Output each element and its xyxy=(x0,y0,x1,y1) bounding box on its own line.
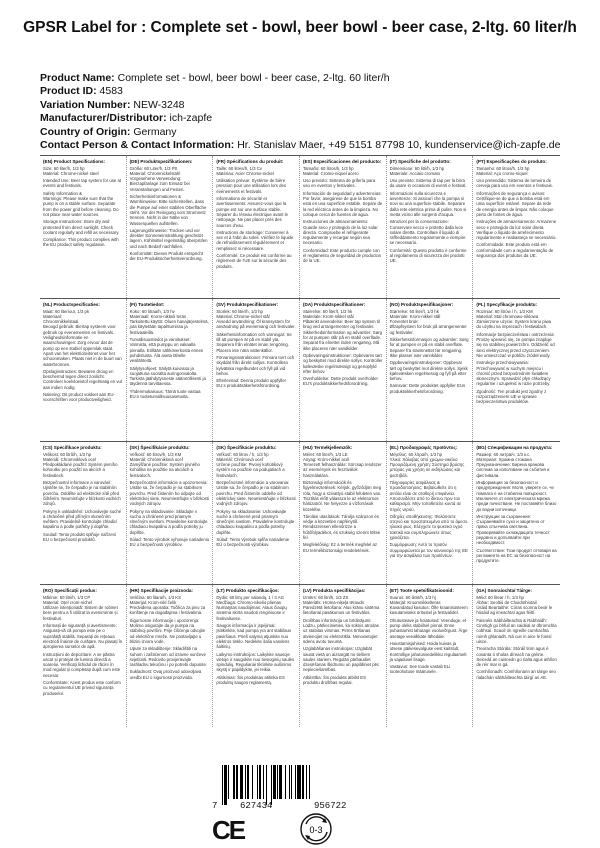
spec-line: Veľkosť: 60 litrov/h, 1/3 KM xyxy=(129,451,182,457)
spec-line: Tárolási utasítások: Tárolja szárazon és védje a közvetlen napfénytől. Rendszeresen ellenőrizze a hűtőfolyadékot, és szükség szerint töltse fel. xyxy=(302,513,381,541)
meta-value: Hr. Stanislav Maer, +49 5151 87798 10, kundenservice@ich-zapfe.de xyxy=(237,139,561,152)
spec-cell xyxy=(213,585,300,727)
spec-line: Storlek: 60 liter/h, 1/3 hp xyxy=(216,308,263,314)
spec-line: Chroomnikkelstaal xyxy=(43,319,79,325)
spec-heading: (ES) Especificaciones del producto: xyxy=(302,159,382,164)
spec-cell xyxy=(40,442,127,584)
spec-line: Pokyny na skladovanie: Uchovávajte suché a chránené pred priamym slnečným svetlom. Pravidelne kontrolujte chladiacu kvapalinu a podľa potreby doplňte. xyxy=(216,508,295,535)
spec-line: Materiál: Chrómniklová oceľ xyxy=(129,456,183,462)
spec-line: Súlad: Tento výrobok vyhovuje nariadeniu EÚ o bezpečnosti výrobkov. xyxy=(129,537,210,548)
meta-value: Germany xyxy=(133,125,177,138)
spec-line: Материал: Хромна стомана xyxy=(476,456,532,462)
spec-line: Uso pretendido: Sistema de torneira de cerveja para uso em eventos e festivais. xyxy=(476,178,553,189)
spec-line: Sigurnosne informacije i upozorenja: Molimo osigurajte da je pumpa na stabilnoj površini. Prije čišćenja odvojite od električne mreže. Ne postavljajte u blizini izvora vode. xyxy=(129,617,206,644)
meta-row xyxy=(40,85,580,98)
spec-line: Materjal: Kroomnikkelteras xyxy=(389,599,441,605)
spec-line: Matériau: Acier Chrome-nickel xyxy=(216,170,274,176)
spec-line: Størrelse: 60 liter/t, 1/3 hk xyxy=(302,308,353,314)
spec-line: Size: 60 liter/h, 1/3 hp xyxy=(43,165,85,171)
spec-line: Laikymo instrukcijos: Laikykite sausoje vietoje ir saugokite nuo tiesioginių saulės spindulių. Reguliariai tikrinkite aušinimo skystį ir papildykite, jei reikia. xyxy=(216,651,295,673)
spec-line: Säilytysohjeet: Säilytä kuivassa ja suojattuna suoralta auringonvalolta. Tarkista jäähdytysneste säännöllisesti ja täydennä tarvittaessa. xyxy=(129,365,206,387)
spec-line: Πληροφορίες ασφάλειας & προειδοποιήσεις: Βεβαιωθείτε ότι η αντλία είναι σε σταθερή επιφάνεια. Αποσυνδέστε από το δίκτυο πριν τον καθαρισμό. Μην τοποθετείτε κοντά σε πηγές νερού. xyxy=(389,480,462,512)
meta-key: Contact Person & Contact Information: xyxy=(40,139,235,152)
spec-line: Materiaali: Kromi-nikkeli teräs xyxy=(129,313,187,319)
spec-line: Instrucțiuni de depozitare: A se păstra uscat și protejat de lumina directă a soarelui. Verificați lichidul de răcire în mod regulat și completați după cum este necesar. xyxy=(43,651,121,678)
spec-line: Uzglabāšanas instrukcijas: Uzglabāt sausā vietā un aizsargāt no tiešiem saules stariem. Regulāri pārbaudiet dzesēšanas šķidrumu un papildiniet pēc nepieciešamības. xyxy=(302,646,380,673)
spec-line: Conformidad: Este producto cumple con el reglamento de seguridad de productos de la UE. xyxy=(302,247,382,264)
spec-line: Размер: 60 литра/ч, 1/3 к.с. xyxy=(476,451,531,457)
spec-line: Materijal: Krom-nikl čelik xyxy=(129,599,177,605)
spec-line: Størrelse: 60 liter/t, 1/3 hk xyxy=(389,308,439,314)
spec-line: Информация за безопасност и предупреждения: Моля, уверете се, че помпата е на стабилна повърхност. Изключете от електрическата мрежа преди почистване. Не поставяйте близо до водни източници. xyxy=(476,480,557,512)
spec-cell xyxy=(40,299,127,441)
spec-line: Materiaal: xyxy=(43,313,62,319)
spec-line: Samsvar: Dette produktet oppfyller EUs produktsikkerhetsforordning. xyxy=(389,383,466,394)
spec-line: Hoiustamisjuhised: Hoida kuivas ja otsese päikesevalguse eest kaitstult. Kontrollige jahutusvedelikku regulaarselt ja vajadusel lisage. xyxy=(389,640,467,662)
spec-line: Informații de siguranță și avertismente: Asigurați-vă că pompa este pe o suprafață stabilă. Separați de rețeaua electrică înainte de curățare. Nu plasați în apropierea surselor de apă. xyxy=(43,623,123,650)
spec-line: Compliance: This product complies with the EU product safety regulation. xyxy=(43,237,119,248)
spec-heading: (NL) Productspecificaties: xyxy=(43,302,100,307)
spec-line: Bezpečnostní informace a varování: Ujistěte se, že čerpadlo je na stabilním povrchu. Oddělte od elektrické sítě před čištěním. Neumisťujte v blízkosti vodních zdrojů. xyxy=(43,480,121,507)
spec-line: Bierzapfanlage zum Einsatz bei Veranstaltungen und Festen. xyxy=(129,181,190,192)
spec-cell xyxy=(300,442,387,584)
spec-line: Paredzētā lietošana: Alus krānu sistēma lietošanai pasākumos un festivālos. xyxy=(302,605,380,616)
spec-line: Ábhar: Seoltiú de Chuidmhiotail xyxy=(476,599,537,605)
spec-line: Dimensione: 60 litri/h, 1/3 hp xyxy=(389,165,445,171)
spec-line: Anyag: Króm-nikkel acél xyxy=(302,456,350,462)
meta-row xyxy=(40,99,580,112)
spec-line: Forventet bruk: xyxy=(389,319,419,325)
spec-line: Uso previsto: Sistema di tap per la birra da usare in occasioni di eventi e festival. xyxy=(389,178,467,189)
spec-line: Materiale: Acciaio cromato xyxy=(389,170,441,176)
spec-line: Zgodność: Ten produkt jest zgodny z rozporządzeniem UE w sprawie bezpieczeństwa produktów. xyxy=(476,388,547,405)
spec-line: Taille: 60 litres/h, 1/3 Cv xyxy=(216,165,262,171)
spec-line: Instruções de armazenamento: Armazene seco e protegido da luz solar direta. Verifique o líquido de arrefecimento regularmente e reabasteça se necessário. xyxy=(476,219,557,241)
spec-line: Förvaringsinstruktioner: Förvara torrt och skyddat från direkt solljus. Kontrollera kylvätska regelbundet och fyll på vid behov. xyxy=(216,354,295,376)
spec-line: Προοριζόμενη χρήση: Σύστημα βρύσης μπύρας για χρήση σε εκδηλώσεις και φεστιβάλ. xyxy=(389,462,465,478)
spec-line: Bezpečnostné informácie a upozornenia: Uistite sa, že čerpadlo je na stabilnom povrchu. Pred čistením ho odpojte od elektrickej siete. Neumiestňujte v blízkosti vodných zdrojov. xyxy=(129,480,209,507)
meta-key: Manufacturer/Distributor: xyxy=(40,112,167,125)
spec-line: Instructions de stockage: Conserver à sec et à l'abri du soleil. Vérifiez le liquide de refroidissement régulièrement et remplissez si nécessaire. xyxy=(216,229,294,251)
spec-heading: (EL) Προδιαγραφές προϊόντος: xyxy=(389,445,458,450)
spec-line: Συμμόρφωση: Αυτό το προϊόν συμμορφώνεται με τον κανονισμό της ΕΕ για την ασφάλεια των προϊόντων. xyxy=(389,542,468,558)
recycle-label: 0-3 xyxy=(309,825,323,835)
spec-line: Materiāls: Hroma-niķeļa tērauds xyxy=(302,599,364,605)
spec-heading: (PT) Especificações do produto: xyxy=(476,159,547,164)
spec-line: Material: Aço cromo-níquel xyxy=(476,170,528,176)
spec-line: Biztonsági információk és figyelmeztetések: Kérjük, győződjön meg róla, hogy a szivattyú stabil felületen van. Tisztítás előtt válassza le az elektromos hálózatról. Ne helyezze a vízforrások közelébe. xyxy=(302,480,382,512)
spec-line: Beoogd gebruik: Biertap systeem voor gebruik op evenementen en festivals. xyxy=(43,324,116,335)
spec-line: Istruzioni per la conservazione: Conservare secco e protetto dalla luce solare diretta. Controllare il liquido di raffreddamento regolarmente e riempire se necessario. xyxy=(389,219,466,246)
spec-line: Informações de segurança e avisos: Certifique-se de que a bomba está em uma superfície estável. Separe da rede de energia antes de limpar. Não coloque perto de fontes de água. xyxy=(476,190,554,217)
specifications-grid xyxy=(40,155,560,727)
spec-line: Zamierzone użycie: System kranu piwa do użytku na imprezach i festiwalach. xyxy=(476,319,552,330)
spec-line: Koko: 60 litraa/h, 1/3 hv xyxy=(129,308,175,314)
spec-cell xyxy=(40,156,127,298)
spec-line: Υλικό: Χάλυβας από χρώμιο-νικέλιο xyxy=(389,456,458,462)
spec-line: Rozmiar: 60 litrów / h, 1/3 KM xyxy=(476,308,533,314)
spec-line: Comhlíonadh: Comhlíonann an táirge seo rialachán sábháilteachta táirgí an AE. xyxy=(476,669,556,680)
spec-line: Saugos informacija ir įspėjimai: Įsitikinkite, kad pompa yra ant stabilaus paviršiaus. Prieš valymą atjunkite nuo elektros tinklo. Nedėkite šalia vandens šaltinių. xyxy=(216,623,292,650)
meta-value: Complete set - bowl, beer bowl - beer case, 2-ltg. 60 liter/h xyxy=(117,72,390,84)
spec-line: Naleving: Dit product voldoet aan EU-voorschriften voor productveiligheid. xyxy=(43,392,115,403)
spec-line: Инструкции за съхранение: Съхранявайте сухо и защитено от пряка слънчева светлина. Проверявайте охлаждащата течност редовно и допълвайте при необходимост. xyxy=(476,513,550,546)
spec-band xyxy=(40,298,560,441)
spec-band xyxy=(40,155,560,298)
spec-line: Sukladnost: Ovaj proizvod udovoljava uredbi EU o sigurnosti proizvoda. xyxy=(129,669,202,680)
spec-line: Mărime: 60 litri/h, 1/3 CP xyxy=(43,594,91,600)
spec-line: Predviđena uporaba: Točilica za pivo za korištenje na događajima i festivalima. xyxy=(129,605,206,616)
spec-line: Méid: 60 lítear / h, 1/3 hp xyxy=(476,594,524,600)
spec-line: Material: Chromnickelstahl xyxy=(129,170,181,176)
spec-line: Úsáid Beartaithe: Córas sconna beoir le húsáid ag imeachtaí agus féiltí. xyxy=(476,605,553,616)
spec-line: Materiál: Chrómová oceľ xyxy=(216,456,264,462)
spec-heading: (SK) Špecifikácie produktu: xyxy=(129,445,190,450)
spec-line: Medžiaga: Chromo-nikelio plienas xyxy=(216,599,282,605)
spec-line: Tervezett felhasználás: Sörcsap rendszer az események és fesztiválok használatára. xyxy=(302,462,382,478)
spec-line: Предназначение: Бирена кранова система за използване на събития и фестивали. xyxy=(476,462,550,478)
barcode xyxy=(210,765,395,815)
spec-line: Utilizare intenționată: Sistem de robinet bere pentru a fi utilizat la evenimente și festivaluri. xyxy=(43,605,118,621)
spec-cell xyxy=(300,585,387,727)
spec-line: Påtænkt anvendelse: Beer tap system til brug ved arrangementer og festivaler. xyxy=(302,319,380,330)
spec-line: Drošības informācija un brīdinājumi: Lūdzu, pārliecinieties, ka sūknis atrodas uz stabilas virsmas. Pirms tīrīšanas atvienojiet no elektrotīkla. Nenovietojiet ūdens avotu tuvumā. xyxy=(302,617,379,644)
spec-heading: (EN) Product Specifications: xyxy=(43,159,106,164)
spec-line: Opslaginstructies: Bewaren droog en beschermd tegen direct zonlicht. Controleer koelvloeistof regelmatig en vul aan indien nodig. xyxy=(43,368,122,390)
meta-value: 4583 xyxy=(99,85,123,98)
spec-cell xyxy=(127,585,214,727)
spec-line: Kavandatud kasutus: Õlle kraanisüsteem kasutamiseks üritustel ja festivalidel. xyxy=(389,605,468,616)
spec-line: Μέγεθος: 60 λίτρα/h, 1/3 hp xyxy=(389,451,443,457)
spec-line: Pokyny k uskladnění: Uchovávejte suché a chráněné před přímým slunečním světlem. Pravidelně kontrolujte chladicí kapalinu a podle potřeby ji doplňte. xyxy=(43,508,122,530)
meta-value: ich-zapfe xyxy=(169,112,213,125)
spec-line: Yhdenmukaisuus: Tämä tuote vastaa EU:n tuoteturvallisuusasetusta. xyxy=(129,388,201,400)
meta-row xyxy=(40,126,580,139)
spec-line: Warnhinweise: Bitte sicherstellen, dass die Pumpe auf einer stabilen Oberfläche steht. Vor der Reinigung vom Stromnetz trennen. Nicht in der Nähe von Wasserquellen aufstellen. xyxy=(129,199,207,226)
spec-cell xyxy=(387,299,474,441)
spec-line: Storage Instructions: Store dry and protected from direct sunlight. Check coolant regularly and refill as necessary. xyxy=(43,219,120,235)
spec-band xyxy=(40,441,560,584)
spec-line: Material: Oțel crom-nichel xyxy=(43,599,92,605)
spec-line: Información de seguridad y advertencias: Por favor, asegúrese de que la bomba está en una superficie estable. Separe de la red eléctrica antes de la limpieza. No coloque cerca de fuentes de agua. xyxy=(302,190,383,217)
spec-heading: (DA) Produktspecifikationer: xyxy=(302,302,366,307)
spec-cell xyxy=(387,442,474,584)
spec-line: Sicherheitsinformationen & xyxy=(129,194,182,200)
barcode-digit-1: 7 xyxy=(212,801,218,811)
barcode-digit-3: 956722 xyxy=(314,801,347,811)
spec-line: Konformität: Dieses Produkt entspricht der EU-Produktsicherheitsverordnung. xyxy=(129,251,203,262)
spec-cell xyxy=(473,442,560,584)
spec-line: Zamýšľané použitie: Systém pivného kohútika na použitie na akciách a festivaloch. xyxy=(129,462,200,478)
spec-line: Numatytas naudojimas: Alaus čiaupų sistema skirta naudoti renginiuose ir festivaliuose. xyxy=(216,605,287,621)
spec-line: Vorgesehene Verwendung: xyxy=(129,176,182,182)
spec-line: Předpokládané použití: Systém pivního kohoutku pro použití na akcích a festivalech. xyxy=(43,462,118,478)
spec-line: Oppbevaringsinstruksjoner: Oppbevar tørt og beskyttet mot direkte sollys. Sjekk kjølevæsken regelmessig og fyll på etter behov. xyxy=(389,360,468,382)
meta-key: Variation Number: xyxy=(40,98,131,111)
spec-line: Materiale: Krom-nikkel stål xyxy=(389,313,441,319)
barcode-bars xyxy=(222,765,382,799)
spec-line: Tamaño: 60 litros/h, 1/3 hp xyxy=(302,165,354,171)
meta-row xyxy=(40,72,580,85)
spec-line: Treoracha Stórála: Stóráil tirim agus é cosanta ó sholas díreach na gréine. Seiceáil an cuisneán go rialta agus athlíon de réir mar is gá. xyxy=(476,646,557,668)
spec-cell xyxy=(300,156,387,298)
spec-cell xyxy=(127,156,214,298)
spec-line: Intended Use: Beer tap system for use at events and festivals. xyxy=(43,178,122,189)
spec-line: Soulad: Tento produkt splňuje nařízení EU o bezpečnosti produktů. xyxy=(43,531,117,543)
spec-heading: (LV) Produkta specifikācijas: xyxy=(302,588,366,593)
spec-line: Dydis: 60 litrų per valandą, 1 / 3 AG xyxy=(216,594,284,600)
spec-heading: (DE) Produktspezifikationen: xyxy=(129,159,193,164)
spec-line: Conformitate: Acest produs este conform cu regulamentul UE privind siguranța produselor. xyxy=(43,680,121,696)
spec-line: Turvallisuustiedot ja varoitukset: Varmista, että pumppu on vakaalla pinnalla. Erillään sähköverkosta ennen puhdistusta. Älä aseta lähelle vesilähteitä. xyxy=(129,337,204,364)
spec-line: Bezpečnostné informácie a varovania: Uistite sa, že čerpadlo je na stabilnom povrchu. Pred čistením oddeľte od elektrickej siete. Neumiestňujte v blízkosti vodných zdrojov. xyxy=(216,480,296,507)
spec-line: Materiale: Krom-nikkel stål xyxy=(302,313,354,319)
spec-heading: (HR) Specifikacije proizvoda: xyxy=(129,588,193,593)
spec-line: Vastavus: See toode vastab ELi tooteohutuse määrusele. xyxy=(389,664,451,675)
spec-line: Safety Information & xyxy=(43,190,82,196)
spec-line: Sikkerhedsinformation og advarsler: Sørg for at pumpen står på en stabil overflade. Separat fra elnettet inden rengøring. Må ikke placeres nær vandkilder. xyxy=(302,329,383,351)
spec-heading: (RO) Specificații produs: xyxy=(43,588,97,593)
spec-line: Avsedd användning: Öl kransystem för användning på evenemang och festivaler. xyxy=(216,319,296,330)
meta-key: Country of Origin: xyxy=(40,125,131,138)
spec-cell xyxy=(213,156,300,298)
spec-line: Overholdelse: Dette produkt overholder EU's produktsikkerhedsforordning. xyxy=(302,376,378,387)
spec-line: Conformità: Questo prodotto è conforme al regolamento di sicurezza dei prodotti UE. xyxy=(389,247,467,264)
meta-value: NEW-3248 xyxy=(133,98,185,111)
spec-line: Instrucciones de almacenamiento: Guarde seco y protegido de la luz solar directa. Compruebe el refrigerante regularmente y recargar según sea necesario. xyxy=(302,219,378,246)
meta-row xyxy=(40,112,580,125)
spec-line: Informations de sécurité et avertissements: Assurez-vous que la pompe est sur une surface stable. Séparer du réseau électrique avant le nettoyage. Ne pas placer près des sources d'eau. xyxy=(216,196,288,228)
spec-cell xyxy=(127,299,214,441)
spec-line: Uso previsto: Sistema de grifería para uso en eventos y festivales. xyxy=(302,178,376,189)
spec-line: Material: Chrome-nickel steel xyxy=(43,170,99,176)
spec-line: Materiál: Chromniklová ocel xyxy=(43,456,97,462)
product-meta xyxy=(40,72,580,152)
barcode-digit-2: 627434 xyxy=(240,801,273,811)
spec-heading: (LT) Produkto specifikacijos: xyxy=(216,588,280,593)
spec-line: Pokyny na skladovanie: Skladujte v suchu a chránené pred priamym slnečným svetlom. Pravidelne kontrolujte chladiacu kvapalinu a podľa potreby ju doplňte. xyxy=(129,508,208,535)
spec-line: Súlad: Tento výrobok spĺňa nariadenie EÚ o bezpečnosti výrobkov. xyxy=(216,537,290,548)
spec-cell xyxy=(213,299,300,441)
spec-line: Veľkosť: 60 litrov / h, 1/3 hp xyxy=(216,451,269,457)
spec-band xyxy=(40,584,560,727)
spec-line: Utilisation prévue: Système de bière pression pour une utilisation lors des événements et festivals. xyxy=(216,178,287,194)
recycling-icon xyxy=(298,812,334,846)
spec-line: Tarkoitettu käyttö: Oluen hanajärjestelmä, jota käytetään tapahtumissa ja festivaaleilla. xyxy=(129,319,209,335)
spec-heading: (HU) Termékjellemzők: xyxy=(302,445,353,450)
spec-cell xyxy=(213,442,300,584)
spec-line: Tamanho: 60 litros/h, 1/3 hp xyxy=(476,165,530,171)
meta-row xyxy=(40,139,580,152)
spec-line: Instrukcje przechowywania: Przechowywać w suchym miejscu i chronić przed bezpośrednim światłem słonecznym. Sprawdzić płyn chłodzący regularnie i uzupełnić w razie potrzeby. xyxy=(476,360,551,387)
spec-line: Lagerungshinweise: Trocken und vor direkter Sonneneinstrahlung geschützt lagern. Kühlmittel regelmäßig überprüfen und nach Bedarf nachfüllen. xyxy=(129,227,208,249)
spec-line: Veiligheidsinformatie en waarschuwingen: Zorg ervoor dat de pomp op een stabiel oppervlak staat. Apart van het elektriciteitsnet voor het schoonmaken. Plaats niet in de buurt van waterbronnen. xyxy=(43,335,122,367)
spec-line: Warnings: Please make sure that the pump is on a stable surface. Separate from the power grid before cleaning. Do not place near water sources. xyxy=(43,196,119,217)
spec-cell xyxy=(473,585,560,727)
spec-cell xyxy=(387,156,474,298)
spec-line: Sikkerhetsinformasjon og advarsler: Sørg for at pumpen er på en stabil overflate. Separer fra strømnettet før rengjøring. Ikke plasser nær vannkilder. xyxy=(389,337,469,358)
spec-heading: (ET) Toote spetsifikatsioonid: xyxy=(389,588,454,593)
spec-heading: (IT) Specifiche del prodotto: xyxy=(389,159,451,164)
spec-cell xyxy=(473,299,560,441)
spec-line: Méret: 60 liter/h, 1/3 LE xyxy=(302,451,348,457)
spec-line: Material: Cromo-níquel acero xyxy=(302,170,359,176)
spec-line: Veličina: 60 litara/h, 1/3 KS xyxy=(129,594,182,600)
spec-line: Faisnéis Sábháilteachta & Rabhaidh: Cinntigh go bhfuil an caidéal ar dhromchla cobhsaí. Scaoil ón ngreille cumhachta roimh ghlanadh. Ná cuir in aice le foinsí uisce. xyxy=(476,617,557,644)
spec-line: Velikost: 60 litrů/h, 1/3 hp xyxy=(43,451,92,457)
spec-line: Οδηγίες αποθήκευσης: Φυλάσσετε στεγνό και προστατευμένο από το άμεσο ηλιακό φως. Ελέγχετε το ψυκτικό υγρό τακτικά και συμπληρώνετε όπως χρειάζεται. xyxy=(389,513,468,541)
spec-line: Conformidade: Este produto está em conformidade com a regulamentação de segurança dos produtos da UE. xyxy=(476,242,554,259)
spec-line: Opbevaringsinstruktioner: Opbevares tørt og beskyttet mod direkte sollys. Kontroller kølevæske regelmæssigt og genopfyld efter behov. xyxy=(302,352,383,374)
spec-heading: (PL) Specyfikacje produktu: xyxy=(476,302,538,307)
spec-line: Suurus: 60 liitrit/h, 1/3 hj xyxy=(389,594,436,600)
spec-heading: (CS) Specifikace produktu: xyxy=(43,445,102,450)
ce-mark-icon: CE xyxy=(212,815,245,845)
spec-cell xyxy=(300,299,387,441)
spec-heading: (BG) Спецификации на продукта: xyxy=(476,445,553,450)
spec-line: Säkerhetsinformation och varningar: Se till att pumpen är på en stabil yta. Separera från elnätet innan rengöring. Placera inte nära vattenkällor. xyxy=(216,331,292,353)
spec-line: Informacje bezpieczeństwa i ostrzeżenia: Proszę upewnić się, że pompa znajduje się na stabilnej powierzchni. Oddzielić od sieci elektrycznej przed czyszczeniem. Nie umieszczać w pobliżu źródeł wody. xyxy=(476,331,555,358)
spec-heading: (SV) Produktspecifikationer: xyxy=(216,302,279,307)
spec-line: Izmērs: 60 litri/h, 1/3 ZS xyxy=(302,594,349,600)
spec-line: Efterlevnad: Denna produkt uppfyller EU:s produktsäkerhetsförordning. xyxy=(216,378,287,389)
spec-line: Materiał: Stal chromowo-niklowa xyxy=(476,313,539,319)
spec-heading: (GA) Sonraíochtaí Táirge: xyxy=(476,588,532,593)
spec-line: Ølzapfsystem for bruk på arrangementer og festivaler. xyxy=(389,324,467,335)
spec-cell xyxy=(40,585,127,727)
spec-cell xyxy=(127,442,214,584)
spec-heading: (NO) Produktspesifikasjoner: xyxy=(389,302,454,307)
spec-line: Material: Chrome-nickel stål xyxy=(216,313,270,319)
spec-line: Größe: 60 Liter/h, 1/3 PS xyxy=(129,165,178,171)
spec-line: Ohutusteave ja hoiatused: Veenduge, et pump oleks stabiilsel pinnal. Enne puhastamist lahutage vooluvõrgust. Ärge asetage veeallikate lähedale. xyxy=(389,617,468,639)
spec-heading: (SK) Špecifikácie produktu: xyxy=(216,445,277,450)
spec-line: Upute za skladištenje: Skladištiti na suhom i zaštićenom od izravne sunčeve svjetlosti. Redovito provjeravajte rashladnu tekućinu i po potrebi dopunite. xyxy=(129,646,208,668)
spec-line: Съответствие: Този продукт отговаря на регламента на ЕС за безопасност на продуктите. xyxy=(476,547,557,564)
spec-heading: (FR) Spécifications du produit: xyxy=(216,159,284,164)
spec-cell xyxy=(473,156,560,298)
spec-line: Informazioni sulla sicurezza e avvertenze: Si assicuri che la pompa si trovi su una superficie stabile. Separare dalla rete elettrica prima di pulire. Non si metta vicino alle sorgenti d'acqua. xyxy=(389,190,467,217)
spec-cell xyxy=(387,585,474,727)
meta-key: Product ID: xyxy=(40,85,97,98)
spec-line: Atitikimas: Šis produktas atitinka ES produktų saugos reglamentą. xyxy=(216,674,285,686)
page-title: GPSR Label for : Complete set - bowl, beer bowl - beer case, 2-ltg. 60 liter/h xyxy=(23,19,577,36)
spec-heading: (FI) Tuotetiedot: xyxy=(129,302,165,307)
meta-key: Product Name: xyxy=(40,72,115,84)
spec-line: Určené použitie: Pivový kohútikový systém na použitie na podujatiach a festivaloch. xyxy=(216,462,285,478)
spec-line: Atbilstība: Šis produkts atbilst ES produktu drošības regulai. xyxy=(302,674,367,686)
spec-line: Conformité: Ce produit est conforme au règlement de l'UE sur la sécurité des produits. xyxy=(216,253,292,269)
spec-line: Maat: 60 liter/uur, 1/3 pk xyxy=(43,308,90,314)
spec-line: Megfelelőség: Ez a termék megfelel az EU termékbiztonsági rendeletének. xyxy=(302,542,378,553)
